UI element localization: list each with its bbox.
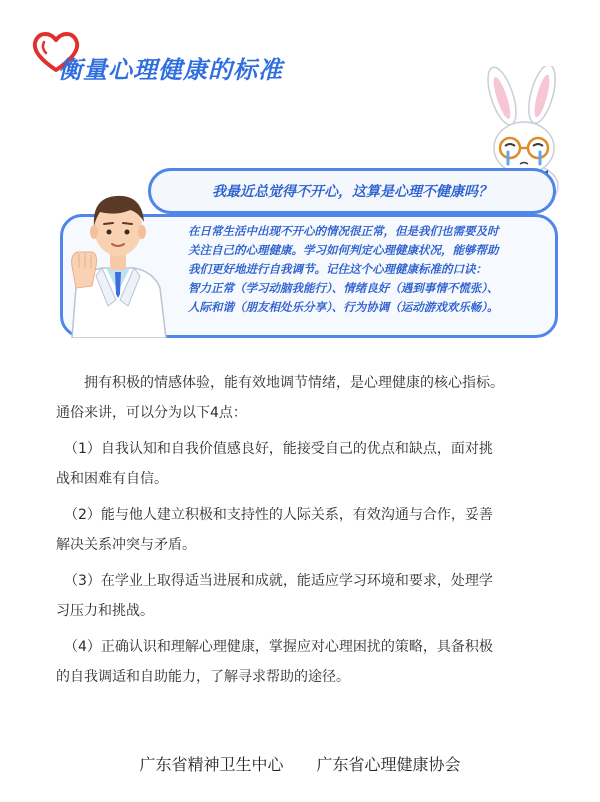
answer-line: 我们更好地进行自我调节。记住这个心理健康标准的口诀： xyxy=(188,262,487,276)
intro-paragraph xyxy=(56,368,556,428)
point-line: （1）自我认知和自我价值感良好，能接受自己的优点和缺点，面对挑 xyxy=(64,441,493,457)
point-line: （2）能与他人建立积极和支持性的人际关系，有效沟通与合作，妥善 xyxy=(64,507,493,523)
main-content xyxy=(56,368,556,698)
point-line: （4）正确认识和理解心理健康，掌握应对心理困扰的策略，具备积极 xyxy=(64,639,493,655)
point-item xyxy=(56,566,556,626)
page-title: 衡量心理健康的标准 xyxy=(58,56,283,84)
footer-org-mental-health-center: 广东省精神卫生中心 xyxy=(139,755,284,774)
point-line: 习压力和挑战。 xyxy=(56,603,154,619)
intro-line: 拥有积极的情感体验，能有效地调节情绪，是心理健康的核心指标。 xyxy=(84,375,504,391)
question-text: 我最近总觉得不开心，这算是心理不健康吗？ xyxy=(212,184,492,200)
footer xyxy=(0,752,600,775)
point-line: 战和困难有自信。 xyxy=(56,471,168,487)
question-banner xyxy=(148,168,556,214)
point-item xyxy=(56,434,556,494)
answer-line: 关注自己的心理健康。学习如何判定心理健康状况，能够帮助 xyxy=(188,243,499,257)
point-item xyxy=(56,500,556,560)
answer-text xyxy=(188,222,558,317)
point-item xyxy=(56,632,556,692)
point-line: （3）在学业上取得适当进展和成就，能适应学习环境和要求，处理学 xyxy=(64,573,493,589)
answer-line: 人际和谐（朋友相处乐分享）、行为协调（运动游戏欢乐畅）。 xyxy=(188,300,499,314)
point-line: 的自我调适和自助能力，了解寻求帮助的途径。 xyxy=(56,669,350,685)
answer-line: 智力正常（学习动脑我能行）、情绪良好（遇到事情不慌张）、 xyxy=(188,281,499,295)
point-line: 解决关系冲突与矛盾。 xyxy=(56,537,196,553)
intro-line: 通俗来讲，可以分为以下4点： xyxy=(56,405,247,421)
doctor-illustration xyxy=(58,176,178,338)
answer-line: 在日常生活中出现不开心的情况很正常，但是我们也需要及时 xyxy=(188,224,499,238)
footer-org-mental-health-association: 广东省心理健康协会 xyxy=(316,755,461,774)
